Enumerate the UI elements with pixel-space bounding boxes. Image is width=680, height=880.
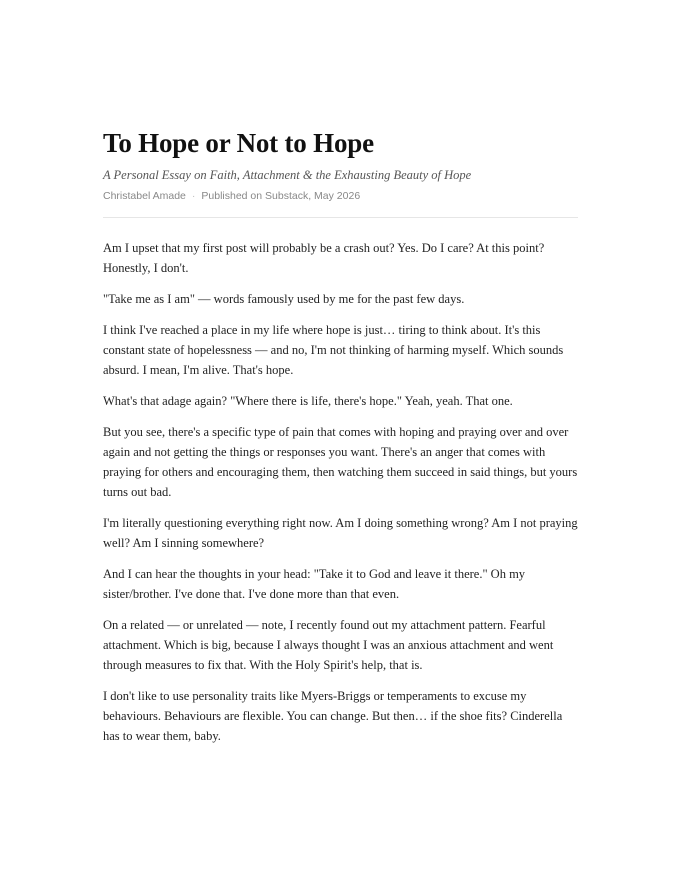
paragraph: And I can hear the thoughts in your head: "Take it to God and leave it there." Oh my sister/brother. I've done that. I've done more than that even. xyxy=(103,567,526,601)
publish-info: Published on Substack, May 2026 xyxy=(201,190,361,202)
byline xyxy=(103,189,578,203)
header-divider xyxy=(103,217,578,218)
paragraph: But you see, there's a specific type of pain that comes with hoping and praying over and over again and not getting the things or responses you want. There's an anger that comes with praying for others and encouraging them, then watching them succeed in said things, but yours turns out bad. xyxy=(103,425,578,499)
paragraph: Am I upset that my first post will probably be a crash out? Yes. Do I care? At this point? Honestly, I don't. xyxy=(103,241,545,275)
paragraph: What's that adage again? "Where there is life, there's hope." Yeah, yeah. That one. xyxy=(103,394,513,408)
byline-separator: · xyxy=(191,190,196,202)
article-subtitle: A Personal Essay on Faith, Attachment & the Exhausting Beauty of Hope xyxy=(103,168,472,182)
article xyxy=(103,127,578,757)
paragraph: I think I've reached a place in my life where hope is just… tiring to think about. It's this constant state of hopelessness — and no, I'm not thinking of harming myself. Which sounds absurd. I mean, I'm alive. That's hope. xyxy=(103,323,564,377)
paragraph: On a related — or unrelated — note, I recently found out my attachment pattern. Fearful attachment. Which is big, because I always thought I was an anxious attachment and went through measures to fix that. With the Holy Spirit's help, that is. xyxy=(103,618,554,672)
paragraph: I don't like to use personality traits like Myers-Briggs or temperaments to excuse my behaviours. Behaviours are flexible. You can change. But then… if the shoe fits? Cinderella has to wear them, baby. xyxy=(103,689,563,743)
article-title: To Hope or Not to Hope xyxy=(103,128,374,158)
article-body xyxy=(103,238,578,746)
paragraph: "Take me as I am" — words famously used by me for the past few days. xyxy=(103,292,465,306)
author-name[interactable]: Christabel Amade xyxy=(103,190,186,202)
paragraph: I'm literally questioning everything right now. Am I doing something wrong? Am I not praying well? Am I sinning somewhere? xyxy=(103,516,578,550)
